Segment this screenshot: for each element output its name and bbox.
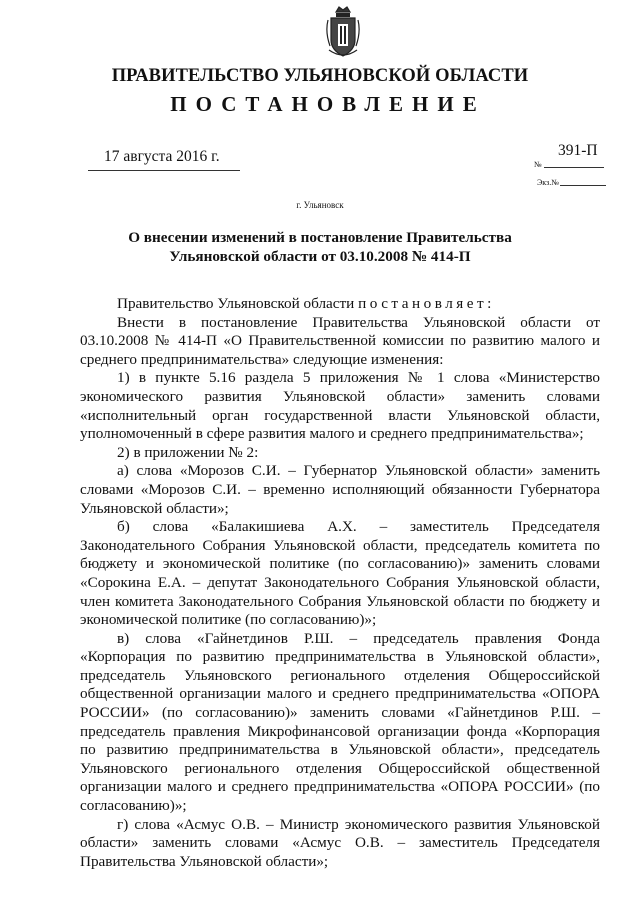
copy-underline [560, 185, 606, 186]
paragraph: 2) в приложении № 2: [117, 443, 259, 461]
city: г. Ульяновск [296, 200, 344, 210]
paragraph: г) слова «Асмус О.В. – Министр экономического развития Ульяновской области» заменить словами «Асмус О.В. – заместитель Председателя Правительства Ульяновской области»; [80, 815, 600, 870]
paragraph: б) слова «Балакишиева А.Х. – заместитель Председателя Законодательного Собрания Ульяновской области, председатель комитета по бюджету и экономической политике (по согласованию)» заменить словами «Сорокина Е.А. – депутат Законодательного Собрания Ульяновской области, член комитета Законодательного Собрания Ульяновской области по бюджету и экономической политике (по согласованию)»; [80, 518, 600, 629]
paragraph: а) слова «Морозов С.И. – Губернатор Ульяновской области» заменить словами «Морозов С.И. – временно исполняющий обязанности Губернатора Ульяновской области»; [80, 462, 600, 517]
government-name: ПРАВИТЕЛЬСТВО УЛЬЯНОВСКОЙ ОБЛАСТИ [111, 66, 529, 86]
intro-text: Правительство Ульяновской области [117, 295, 359, 312]
paragraph: в) слова «Гайнетдинов Р.Ш. – председатель правления Фонда «Корпорация по развитию предпринимательства в Ульяновской области», председатель Ульяновского регионального отделения Общероссийской общественной организации малого и среднего предпринимательства «ОПОРА РОССИИ» (по согласованию)» заменить словами «Гайнетдинов Р.Ш. – председатель правления Микрофинансовой организации фонда «Корпорация по развитию предпринимательства в Ульяновской области», председатель Ульяновского регионального отделения Общероссийской общественной организации малого и среднего предпринимательства «ОПОРА РОССИИ» (по согласованию)»; [80, 629, 600, 815]
title-line-1: О внесении изменений в постановление Правительства [128, 229, 512, 246]
paragraph: Внести в постановление Правительства Ульяновской области от 03.10.2008 № 414-П «О Правительственной комиссии по развитию малого и среднего предпринимательства» следующие изменения: [80, 313, 600, 368]
decree-number: 391-П [558, 142, 598, 159]
intro-spaced-word: постановляет: [358, 295, 495, 312]
intro-paragraph [80, 295, 600, 314]
date-underline [88, 170, 240, 171]
title-line-2: Ульяновской области от 03.10.2008 № 414-П [169, 247, 471, 265]
decree-date: 17 августа 2016 г. [104, 148, 220, 165]
copy-label: Экз.№ [537, 178, 559, 187]
document-type: ПОСТАНОВЛЕНИЕ [170, 92, 486, 116]
decree-body [80, 295, 600, 871]
paragraph: 1) в пункте 5.16 раздела 5 приложения № 1 слова «Министерство экономического развития Ульяновской области» заменить словами «исполнительный орган государственной власти Ульяновской области, уполномоченный в сфере развития малого и среднего предпринимательства»; [80, 369, 600, 443]
coat-of-arms-icon [325, 6, 361, 60]
number-sign: № [534, 160, 542, 169]
decree-title [0, 229, 640, 266]
number-underline [544, 167, 604, 168]
